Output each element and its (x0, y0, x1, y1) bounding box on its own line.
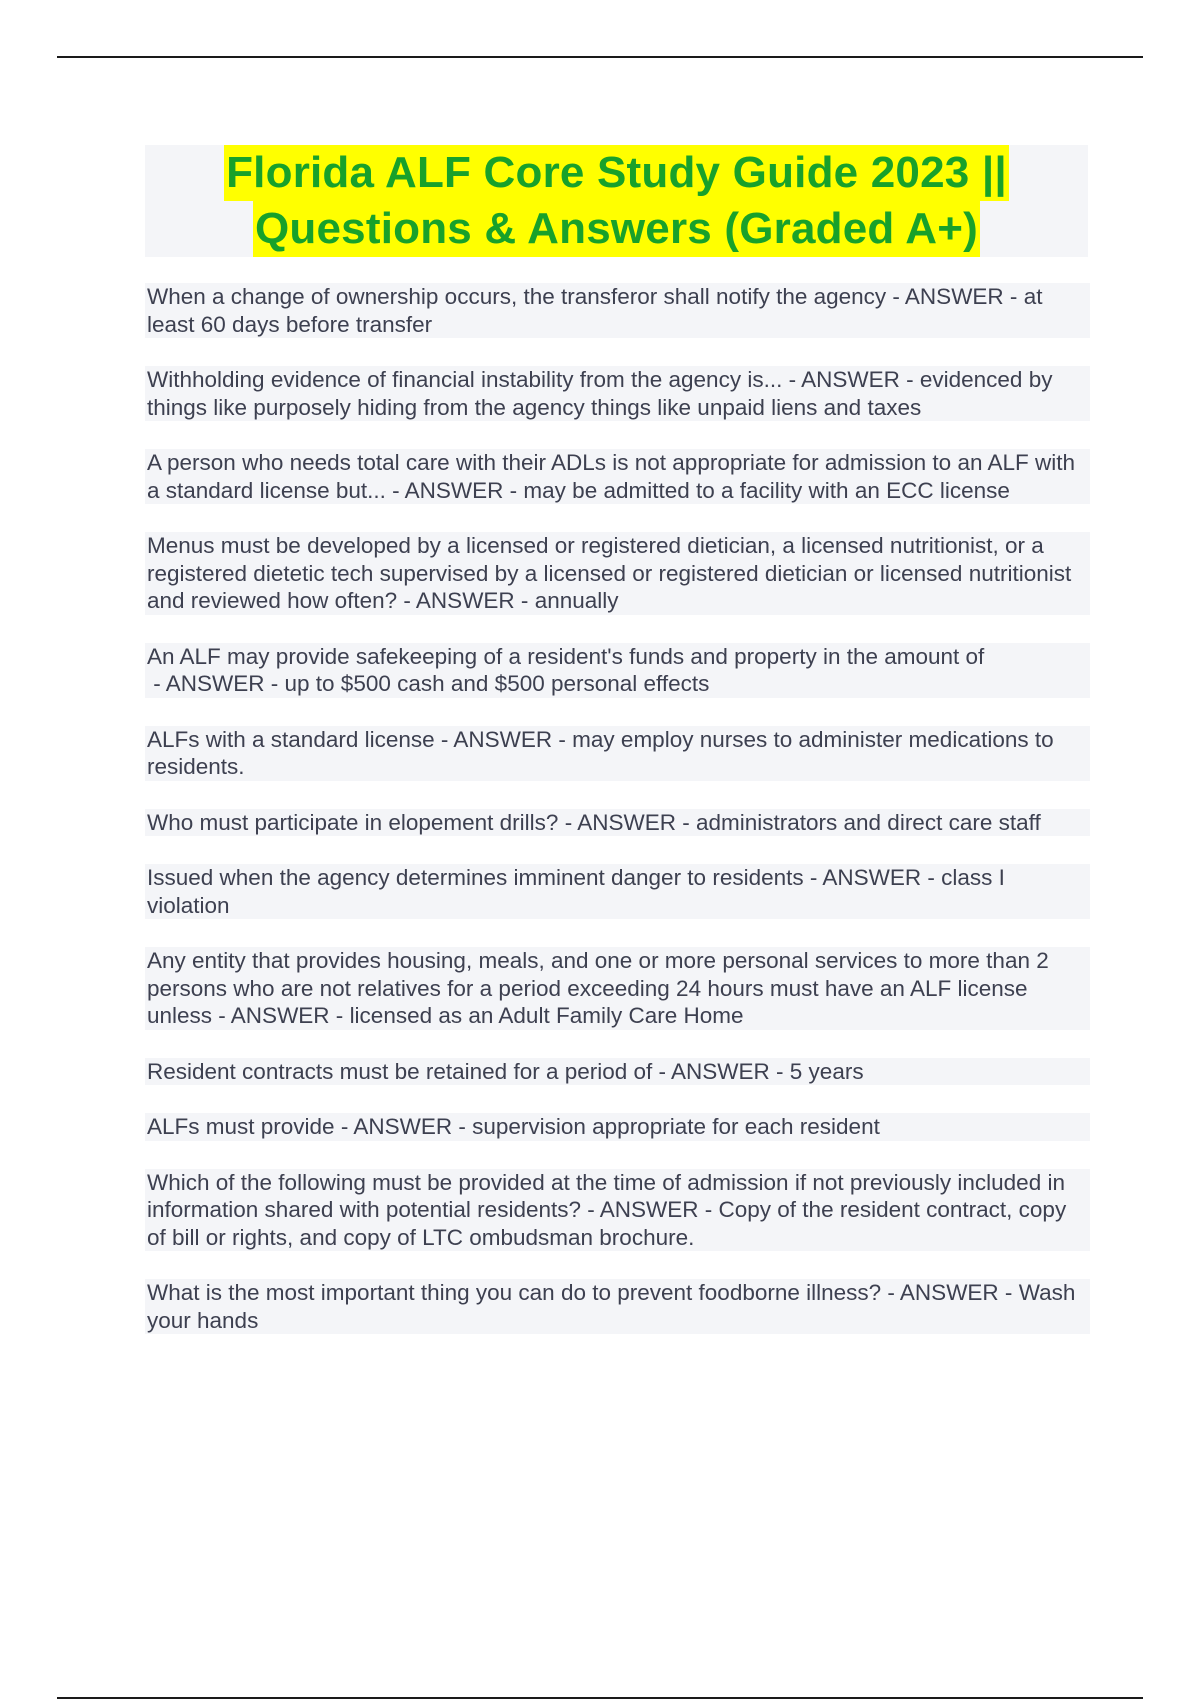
answer-separator: - ANSWER - (881, 1280, 1019, 1305)
qa-item (145, 1113, 1090, 1141)
answer-text: at least 60 days before transfer (147, 284, 1043, 337)
qa-item (145, 726, 1090, 781)
answer-text: administrators and direct care staff (695, 809, 1041, 835)
title-line-1: Florida ALF Core Study Guide 2023 || (224, 145, 1009, 201)
answer-text: annually (534, 588, 619, 613)
title-line-2: Questions & Answers (Graded A+) (253, 201, 980, 257)
qa-item (145, 283, 1090, 338)
qa-item (145, 449, 1090, 504)
answer-separator: - ANSWER - (782, 367, 920, 392)
answer-separator: - ANSWER - (581, 1197, 719, 1222)
question-text: What is the most important thing you can do to prevent foodborne illness? (147, 1280, 882, 1305)
answer-separator: - ANSWER - (385, 477, 524, 503)
answer-separator: - ANSWER - (803, 865, 942, 890)
qa-item (145, 1279, 1090, 1334)
qa-item (145, 532, 1090, 615)
qa-item (145, 1058, 1090, 1086)
question-text: ALFs with a standard license (147, 726, 435, 752)
top-rule (57, 56, 1143, 58)
answer-text: supervision appropriate for each resident (472, 1114, 880, 1139)
qa-item (145, 809, 1090, 837)
bottom-rule (57, 1697, 1143, 1699)
answer-separator: - ANSWER - (886, 284, 1024, 309)
answer-text: evidenced by things like purposely hiding from the agency things like unpaid liens and taxes (147, 367, 1053, 420)
question-text: An ALF may provide safekeeping of a resident's funds and property in the amount of (147, 643, 985, 669)
question-text: Menus must be developed by a licensed or registered dietician, a licensed nutritionist, or a registered dietetic tech supervised by a licensed or registered dietician or licensed nutritionist and reviewed how often? (147, 533, 1072, 613)
answer-separator: - ANSWER - (397, 588, 535, 613)
qa-item (145, 1169, 1090, 1252)
question-text: Which of the following must be provided at the time of admission if not previously included in information shared with potential residents? (147, 1169, 1065, 1222)
answer-text: Wash your hands (147, 1280, 1076, 1333)
answer-text: class I violation (147, 865, 1005, 918)
answer-text: may be admitted to a facility with an ECC license (523, 477, 1010, 503)
answer-separator: - ANSWER - (434, 726, 573, 752)
answer-text: 5 years (789, 1058, 864, 1084)
qa-item (145, 643, 1090, 698)
question-text: ALFs must provide (147, 1114, 335, 1139)
answer-separator: - ANSWER - (147, 671, 285, 696)
answer-separator: - ANSWER - (558, 809, 696, 835)
question-text: Withholding evidence of financial instability from the agency is... (147, 367, 783, 392)
answer-separator: - ANSWER - (334, 1114, 473, 1139)
answer-text: may employ nurses to administer medications to residents. (147, 726, 1054, 779)
question-text: A person who needs total care with their ADLs is not appropriate for admission to an ALF with a standard license but... (147, 450, 1076, 503)
qa-list (145, 283, 1090, 1362)
answer-separator: - ANSWER - (212, 1003, 350, 1028)
question-text: Resident contracts must be retained for a period of (147, 1058, 653, 1084)
answer-text: licensed as an Adult Family Care Home (349, 1003, 744, 1028)
question-text: Who must participate in elopement drills? (147, 809, 559, 835)
question-text: When a change of ownership occurs, the transferor shall notify the agency (147, 284, 887, 309)
question-text: Any entity that provides housing, meals, and one or more personal services to more than 2 persons who are not relatives for a period exceeding 24 hours must have an ALF license unless (147, 948, 1049, 1028)
qa-item (145, 864, 1090, 919)
question-text: Issued when the agency determines imminent danger to residents (147, 865, 804, 890)
answer-text: Copy of the resident contract, copy of bill or rights, and copy of LTC ombudsman brochure. (147, 1197, 1067, 1250)
answer-separator: - ANSWER - (652, 1058, 790, 1084)
document-title (145, 145, 1088, 257)
answer-text: up to $500 cash and $500 personal effects (284, 671, 710, 696)
qa-item (145, 366, 1090, 421)
qa-item (145, 947, 1090, 1030)
